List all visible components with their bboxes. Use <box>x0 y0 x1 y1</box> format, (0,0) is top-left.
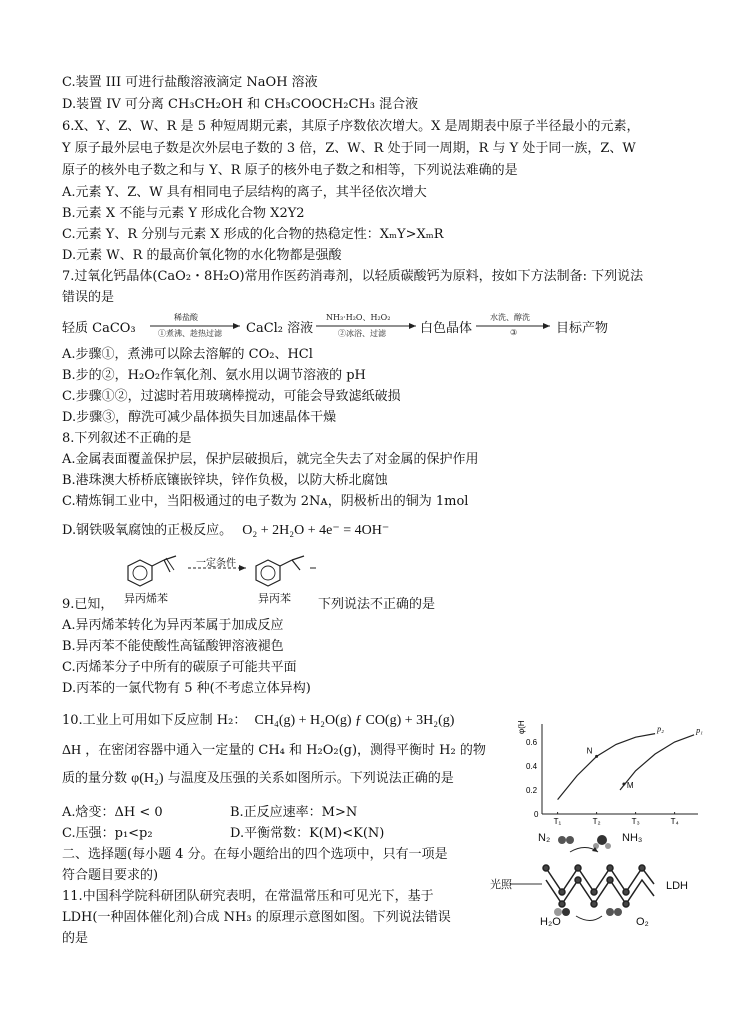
flow-arrow-1-bottom: ①煮沸、趁热过滤 <box>158 329 222 338</box>
q10-stem-line1 <box>62 712 454 730</box>
q11-stem-line1: 11.中国科学院科研团队研究表明，在常温常压和可见光下，基于 <box>62 889 434 904</box>
q9-option-b: B.异丙苯不能使酸性高锰酸钾溶液褪色 <box>62 639 284 654</box>
q7-option-d: D.步骤③，醇洗可减少晶体损失目加速晶体干燥 <box>62 410 337 425</box>
flow-mid-2: 白色晶体 <box>420 321 473 336</box>
q6-option-b: B.元素 X 不能与元素 Y 形成化合物 X2Y2 <box>62 206 305 221</box>
q6-stem-line3: 原子的核外电子数之和与 Y、R 原子的核外电子数之和相等，下列说法难确的是 <box>62 163 518 178</box>
q11-stem-line2: LDH(一种固体催化剂)合成 NH₃ 的原理示意图如图。下列说法错误 <box>62 910 451 925</box>
option-d-prev: D.装置 IV 可分离 CH₃CH₂OH 和 CH₃COOCH₂CH₃ 混合液 <box>62 97 419 112</box>
q11-ldh-figure <box>490 832 700 932</box>
section2-line1: 二、选择题(每小题 4 分。在每小题给出的四个选项中，只有一项是 <box>62 847 448 862</box>
q8-option-d-text: D.钢铁吸氧腐蚀的正极反应。 <box>62 523 233 538</box>
flow-start: 轻质 CaCO₃ <box>62 321 136 336</box>
ldh-ldh-label: LDH <box>666 880 689 892</box>
x-tick-label: T₂ <box>592 817 601 826</box>
q11-stem-line3: 的是 <box>62 931 89 946</box>
q10-delta-h: ΔH <box>62 743 82 758</box>
q10-stem-line1-text: 10.工业上可用如下反应制 H₂： <box>62 713 247 728</box>
q10-stem-line3-b: 与温度及压强的关系如图所示。下列说法正确的是 <box>167 771 454 786</box>
data-point <box>595 755 598 758</box>
q6-stem-line2: Y 原子最外层电子数是次外层电子数的 3 倍，Z、W、R 处于同一周期，R 与 Y 处于同一族，Z、W <box>62 141 636 156</box>
q7-stem-line2: 错误的是 <box>62 290 115 305</box>
q7-option-b: B.步的②，H₂O₂作氧化剂、氨水用以调节溶液的 pH <box>62 368 366 383</box>
data-point <box>622 783 625 786</box>
flow-arrow-1-top: 稀盐酸 <box>174 313 198 322</box>
x-tick-label: T₁ <box>553 817 562 826</box>
flow-arrow-2-top: NH₃·H₂O、H₂O₂ <box>326 313 391 322</box>
section2-line2: 符合题目要求的) <box>62 868 159 883</box>
q10-stem-line2-text: ，在密闭容器中通入一定量的 CH₄ 和 H₂O₂(g)，测得平衡时 H₂ 的物 <box>85 743 486 758</box>
x-tick-label: T₃ <box>631 817 640 826</box>
y-tick-label-zero: 0 <box>534 810 539 819</box>
q10-option-b: B.正反应速率：M>N <box>230 805 358 820</box>
q9-option-d: D.丙苯的一氯代物有 5 种(不考虑立体异构) <box>62 681 311 696</box>
ldh-h2o-label: H₂O <box>540 916 561 928</box>
q9-stem-a: 9.已知， <box>62 597 114 612</box>
q9-arrow-label: 一定条件 <box>196 558 236 569</box>
q8-option-c: C.精炼铜工业中，当阳极通过的电子数为 2Nᴀ，阴极析出的铜为 1mol <box>62 494 469 509</box>
q10-stem-line2 <box>62 742 486 760</box>
q7-option-a: A.步骤①，煮沸可以除去溶解的 CO₂、HCl <box>62 347 313 362</box>
y-axis-label: φ(H₂) <box>517 720 526 734</box>
q8-stem: 8.下列叙述不正确的是 <box>62 431 192 446</box>
flow-arrow-2-bottom: ②冰浴、过滤 <box>338 329 386 338</box>
data-point-label: M <box>626 781 634 790</box>
q8-option-d-equation: O₂ + 2H₂O + 4e⁻ = 4OH⁻ <box>242 523 390 538</box>
flow-mid-1: CaCl₂ 溶液 <box>246 321 314 336</box>
q9-label-left: 异丙烯苯 <box>124 592 168 605</box>
q7-stem-line1: 7.过氧化钙晶体(CaO₂・8H₂O)常用作医药消毒剂，以轻质碳酸钙为原料，按如下方法制备: 下列说法 <box>62 269 644 284</box>
series-label: p₂ <box>657 724 664 734</box>
ldh-o2-label: O₂ <box>636 916 649 928</box>
q9-reaction-figure <box>118 552 318 612</box>
q10-option-c: C.压强：p₁<p₂ <box>62 826 153 841</box>
q6-stem-line1: 6.X、Y、Z、W、R 是 5 种短周期元素，其原子序数依次增大。X 是周期表中原子半径最小的元素， <box>62 119 640 134</box>
q10-chart-svg <box>508 720 708 830</box>
q6-option-d: D.元素 W、R 的最高价氧化物的水化物都是强酸 <box>62 248 342 263</box>
q10-chart <box>508 720 708 830</box>
q6-option-c: C.元素 Y、R 分别与元素 X 形成的化合物的热稳定性：XₘY>XₘR <box>62 227 444 242</box>
ldh-nh3-label: NH₃ <box>622 832 643 844</box>
q9-option-c: C.丙烯苯分子中所有的碳原子可能共平面 <box>62 660 297 675</box>
ldh-n2-label: N₂ <box>538 832 551 844</box>
q10-phi-h2: φ(H₂) <box>131 771 164 786</box>
q10-stem-line1-equation: CH₄(g) + H₂O(g) ƒ CO(g) + 3H₂(g) <box>254 713 455 728</box>
data-point-label: N <box>586 746 593 756</box>
q9-stem-b: 下列说法不正确的是 <box>318 597 436 612</box>
x-tick-label: T₄ <box>670 817 679 826</box>
y-tick-label: 0.4 <box>526 762 538 771</box>
q10-stem-line3 <box>62 770 454 788</box>
option-c-prev: C.装置 III 可进行盐酸溶液滴定 NaOH 溶液 <box>62 75 318 90</box>
y-tick-label: 0.6 <box>526 738 538 747</box>
flow-arrow-3-bottom: ③ <box>510 328 518 337</box>
series-label: p₁ <box>696 725 703 735</box>
q6-option-a: A.元素 Y、Z、W 具有相同电子层结构的离子，其半径依次增大 <box>62 185 427 200</box>
q7-option-c: C.步骤①②，过滤时若用玻璃棒搅动，可能会导致滤纸破损 <box>62 389 401 404</box>
q8-option-d <box>62 522 389 540</box>
q9-option-a: A.异丙烯苯转化为异丙苯属于加成反应 <box>62 618 284 633</box>
q8-option-a: A.金属表面覆盖保护层，保护层破损后，就完全失去了对金属的保护作用 <box>62 452 479 467</box>
q9-label-right: 异丙苯 <box>258 592 291 605</box>
flow-arrow-3-top: 水洗、醇洗 <box>490 313 530 322</box>
ldh-light-label: 光照 <box>490 879 512 891</box>
q8-option-b: B.港珠澳大桥桥底镶嵌锌块，锌作负极，以防大桥北腐蚀 <box>62 473 388 488</box>
flow-end: 目标产物 <box>556 321 609 336</box>
q10-option-d: D.平衡常数：K(M)<K(N) <box>230 826 385 841</box>
q10-option-a: A.焓变：ΔH < 0 <box>62 805 163 820</box>
q7-flowchart <box>62 312 622 340</box>
y-tick-label: 0.2 <box>526 786 538 795</box>
q10-stem-line3-a: 质的量分数 <box>62 771 128 786</box>
